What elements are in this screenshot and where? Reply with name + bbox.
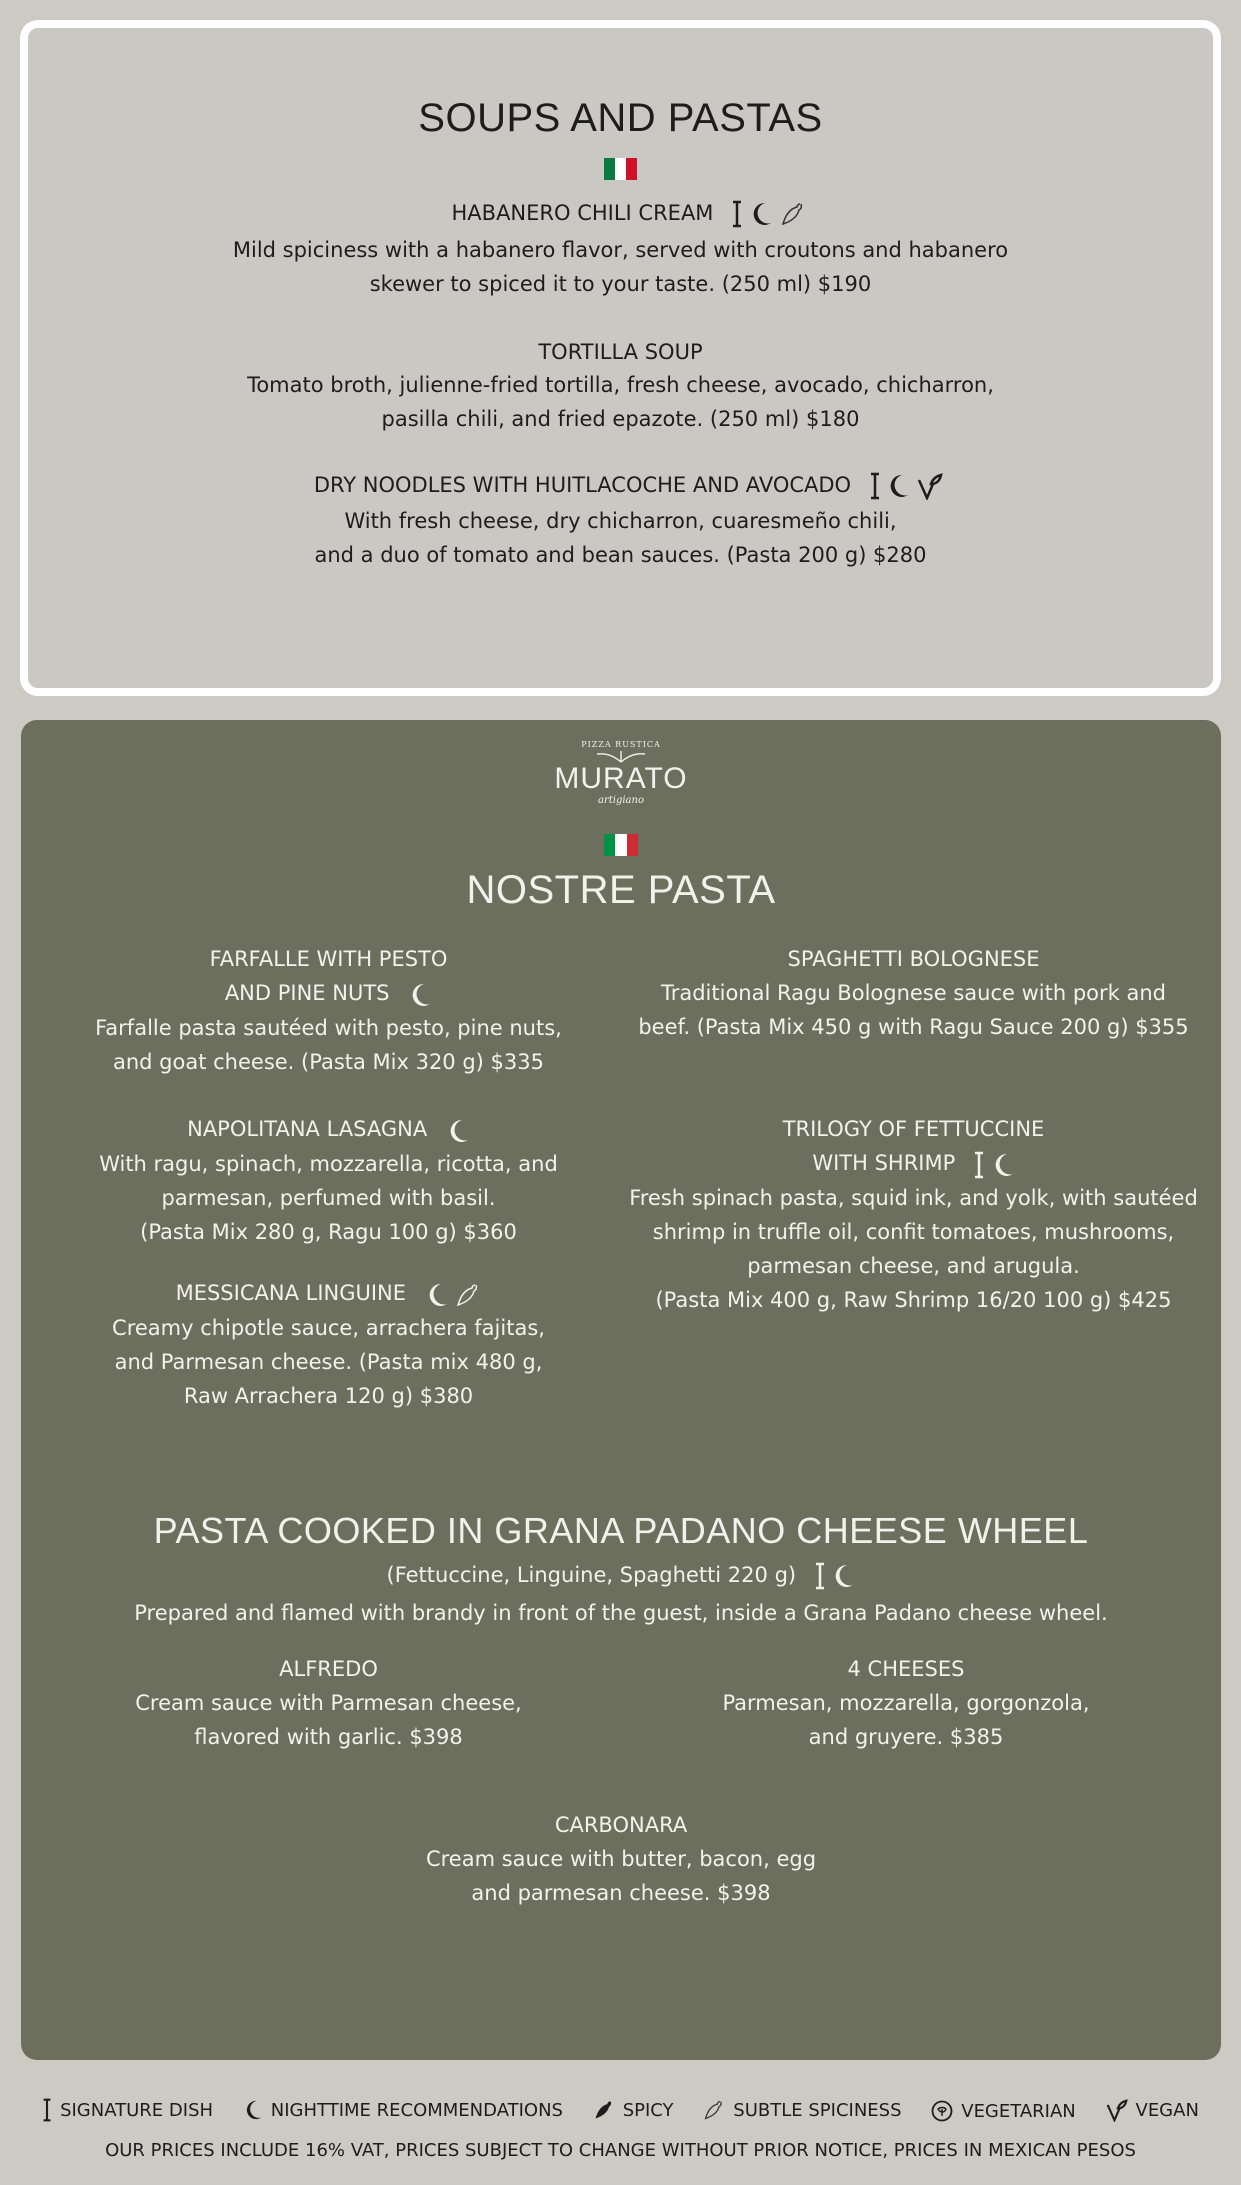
- mexico-flag-icon: [28, 158, 1213, 184]
- item-title: NAPOLITANA LASAGNA: [187, 1117, 428, 1141]
- item-title: HABANERO CHILI CREAM: [451, 201, 714, 225]
- grana-intro: Prepared and flamed with brandy in front of the guest, inside a Grana Padano cheese wheel.: [134, 1601, 1108, 1625]
- desc-line: flavored with garlic. $398: [194, 1725, 463, 1749]
- pasta-item-trilogy: [606, 1112, 1221, 1317]
- desc-line: With fresh cheese, dry chicharron, cuaresmeño chili,: [344, 509, 897, 533]
- footer-note: OUR PRICES INCLUDE 16% VAT, PRICES SUBJECT TO CHANGE WITHOUT PRIOR NOTICE, PRICES IN MEXICAN PESOS: [105, 2140, 1136, 2161]
- vegan-icon: [917, 472, 943, 500]
- nostre-pasta-title: NOSTRE PASTA: [466, 868, 776, 912]
- legend-label: VEGETARIAN: [961, 2100, 1076, 2122]
- grana-item-alfredo: [21, 1652, 636, 1754]
- soups-title: SOUPS AND PASTAS: [418, 96, 823, 140]
- item-title: WITH SHRIMP: [812, 1151, 956, 1175]
- legend-subtle: [703, 2098, 901, 2122]
- desc-line: Creamy chipotle sauce, arrachera fajitas,: [112, 1316, 545, 1340]
- logo-name: MURATO: [554, 762, 688, 795]
- grana-subtitle-row: [21, 1562, 1221, 1590]
- subtle-spicy-pepper-icon: [780, 200, 806, 228]
- subtle-spicy-pepper-icon: [455, 1281, 481, 1309]
- desc-line: skewer to spiced it to your taste. (250 ml) $190: [369, 272, 872, 296]
- moon-icon: [749, 200, 773, 228]
- desc-line: Tomato broth, julienne-fried tortilla, fresh cheese, avocado, chicharron,: [247, 373, 994, 397]
- desc-line: and goat cheese. (Pasta Mix 320 g) $335: [112, 1050, 544, 1074]
- logo-sub: artigiano: [598, 795, 644, 806]
- desc-line: (Pasta Mix 280 g, Ragu 100 g) $360: [140, 1220, 517, 1244]
- soup-desc-tortilla: [28, 368, 1213, 436]
- legend-label: SPICY: [622, 2099, 674, 2121]
- vegan-icon: [1106, 2098, 1128, 2122]
- legend-label: SIGNATURE DISH: [60, 2099, 214, 2121]
- desc-line: and parmesan cheese. $398: [471, 1881, 771, 1905]
- item-title: SPAGHETTI BOLOGNESE: [787, 947, 1040, 971]
- grana-subtitle: (Fettuccine, Linguine, Spaghetti 220 g): [386, 1563, 797, 1587]
- item-title: MESSICANA LINGUINE: [175, 1281, 407, 1305]
- desc-line: (Pasta Mix 400 g, Raw Shrimp 16/20 100 g) $425: [655, 1288, 1172, 1312]
- soup-item-dry-noodles: [28, 472, 1213, 500]
- soup-item-tortilla: TORTILLA SOUP: [538, 340, 703, 364]
- moon-icon: [425, 1281, 449, 1309]
- desc-line: Traditional Ragu Bolognese sauce with pork and: [660, 981, 1166, 1005]
- legend-vegan: [1106, 2098, 1199, 2122]
- desc-line: Parmesan, mozzarella, gorgonzola,: [722, 1691, 1090, 1715]
- logo-top-text: PIZZA RUSTICA: [581, 740, 661, 749]
- legend-spicy: [593, 2098, 674, 2122]
- item-title: TRILOGY OF FETTUCCINE: [782, 1117, 1045, 1141]
- desc-line: shrimp in truffle oil, confit tomatoes, mushrooms,: [652, 1220, 1175, 1244]
- desc-line: beef. (Pasta Mix 450 g with Ragu Sauce 200 g) $355: [638, 1015, 1189, 1039]
- desc-line: and a duo of tomato and bean sauces. (Pasta 200 g) $280: [314, 543, 927, 567]
- legend-label: SUBTLE SPICINESS: [733, 2099, 902, 2121]
- signature-dish-icon: [42, 2098, 52, 2122]
- soups-panel: [20, 20, 1221, 696]
- item-title: FARFALLE WITH PESTO: [209, 947, 448, 971]
- item-title: CARBONARA: [554, 1813, 688, 1837]
- legend-label: NIGHTTIME RECOMMENDATIONS: [270, 2099, 563, 2121]
- pasta-item-farfalle: [21, 942, 636, 1079]
- item-title: 4 CHEESES: [847, 1657, 965, 1681]
- grana-title: PASTA COOKED IN GRANA PADANO CHEESE WHEEL: [153, 1510, 1089, 1551]
- soup-item-habanero: [28, 200, 1213, 228]
- desc-line: Farfalle pasta sautéed with pesto, pine nuts,: [95, 1016, 562, 1040]
- desc-line: and Parmesan cheese. (Pasta mix 480 g,: [114, 1350, 543, 1374]
- grana-item-4-cheeses: [606, 1652, 1206, 1754]
- spicy-pepper-icon: [593, 2098, 615, 2122]
- desc-line: With ragu, spinach, mozzarella, ricotta, and: [99, 1152, 558, 1176]
- moon-icon: [991, 1151, 1015, 1179]
- murato-logo: [21, 740, 1221, 806]
- vegetarian-icon: [931, 2100, 953, 2122]
- desc-line: parmesan, perfumed with basil.: [161, 1186, 496, 1210]
- pasta-panel: [21, 720, 1221, 2060]
- legend-signature: [42, 2098, 213, 2122]
- soup-desc-habanero: [28, 233, 1213, 301]
- soup-desc-dry-noodles: [28, 504, 1213, 572]
- pasta-item-lasagna: [21, 1112, 636, 1249]
- desc-line: and gruyere. $385: [808, 1725, 1004, 1749]
- moon-icon: [408, 981, 432, 1009]
- signature-dish-icon: [974, 1151, 984, 1179]
- desc-line: Cream sauce with Parmesan cheese,: [135, 1691, 522, 1715]
- signature-dish-icon: [870, 472, 880, 500]
- icon-legend: [0, 2098, 1241, 2127]
- desc-line: Raw Arrachera 120 g) $380: [183, 1384, 474, 1408]
- subtle-spicy-pepper-icon: [703, 2098, 725, 2122]
- signature-dish-icon: [732, 200, 742, 228]
- italy-flag-icon: [21, 834, 1221, 860]
- legend-label: VEGAN: [1135, 2099, 1199, 2121]
- desc-line: Fresh spinach pasta, squid ink, and yolk, with sautéed: [629, 1186, 1198, 1210]
- pasta-item-linguine: [21, 1276, 636, 1413]
- moon-icon: [243, 2098, 263, 2122]
- signature-dish-icon: [815, 1562, 825, 1590]
- desc-line: pasilla chili, and fried epazote. (250 ml) $180: [381, 407, 860, 431]
- grana-item-carbonara: [21, 1808, 1221, 1910]
- item-title: AND PINE NUTS: [224, 981, 390, 1005]
- desc-line: Mild spiciness with a habanero flavor, served with croutons and habanero: [232, 238, 1009, 262]
- item-title: ALFREDO: [279, 1657, 378, 1681]
- logo-leaf-icon: [591, 749, 651, 763]
- pasta-item-bolognese: [606, 942, 1221, 1044]
- moon-icon: [886, 472, 910, 500]
- desc-line: parmesan cheese, and arugula.: [747, 1254, 1080, 1278]
- item-title-line2: [21, 976, 636, 1011]
- legend-night: [243, 2098, 563, 2122]
- moon-icon: [831, 1562, 855, 1590]
- item-title: DRY NOODLES WITH HUITLACOCHE AND AVOCADO: [313, 473, 852, 497]
- moon-icon: [446, 1117, 470, 1145]
- desc-line: Cream sauce with butter, bacon, egg: [425, 1847, 817, 1871]
- legend-vegetarian: [931, 2100, 1076, 2122]
